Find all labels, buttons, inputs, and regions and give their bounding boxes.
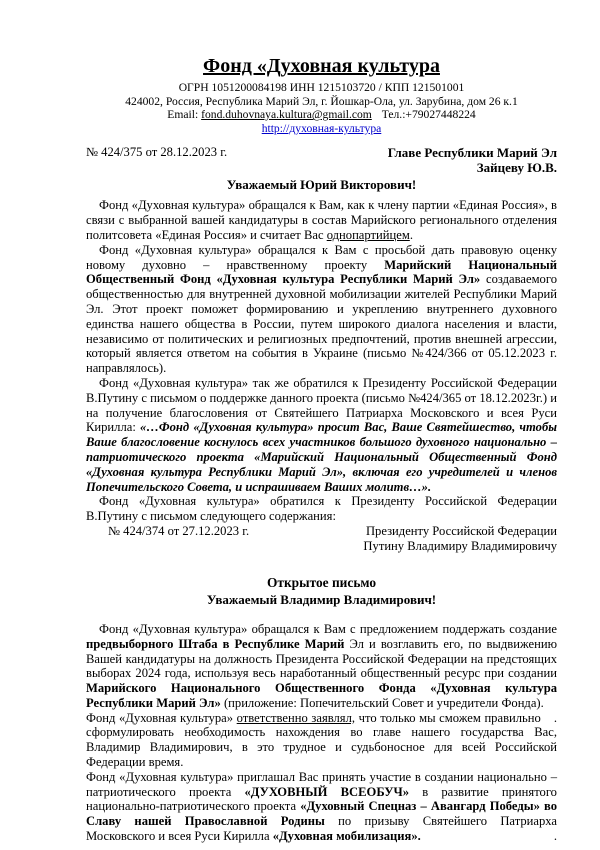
- letter-paragraph: Фонд «Духовная культура» обратился к Президенту Российской Федерации В.Путину с письмом следующего содержания:: [86, 494, 557, 524]
- org-website-line: [86, 122, 557, 136]
- addressee-block-2: [363, 524, 557, 554]
- ref-number-1: № 424/375 от 28.12.2023 г.: [86, 145, 228, 160]
- org-contact-line: [86, 108, 557, 122]
- website-link[interactable]: http://духовная-культура: [261, 121, 382, 135]
- addressee-line: Главе Республики Марий Эл: [387, 145, 557, 161]
- letter-paragraph: Фонд «Духовная культура» обращался к Вам с просьбой дать правовую оценку новому духовно – нравственному проекту Марийский Национальный Общественный Фонд «Духовная культура Республики Марий Эл» создаваемого общественностью для внутренней духовной мобилизации жителей Республики Марий Эл. Этот проект поможет формированию и укреплению внутреннего духовного единства нашего общества в России, путем широкого диалога населения и власти, независимо от политических и религиозных предпочтений, против внешней агрессии, который является ответом на события в Украине (письмо №424/366 от 05.12.2023 г. направлялось).: [86, 242, 557, 376]
- phone-number: Тел.:+79027448224: [381, 108, 476, 122]
- email-link[interactable]: fond.duhovnaya.kultura@gmail.com: [201, 108, 372, 122]
- open-letter-heading: Открытое письмо: [266, 574, 377, 590]
- ref-number-2: № 424/374 от 27.12.2023 г.: [108, 523, 250, 538]
- letter-paragraph: Фонд «Духовная культура» приглашал Вас принять участие в создании национально – патриотического проекта «ДУХОВНЫЙ ВСЕОБУЧ» в развитие принятого национально-патриотического проекта «Духовный Спецназ – Авангард Победы» во Славу нашей Православной Родины по призыву Святейшего Патриарха Московского и всея Руси Кирилла «Духовная мобилизация». .: [86, 769, 558, 844]
- org-title: Фонд «Духовная культура: [203, 55, 440, 77]
- letter-paragraph: Фонд «Духовная культура» ответственно заявлял, что только мы сможем правильно сформулировать необходимость нахождения во главе нашего государства Вас, Владимир Владимирович, в это трудное и судьбоносное для всей Российской Федерации время.: [86, 710, 557, 770]
- addressee-line: Зайцеву Ю.В.: [476, 160, 557, 176]
- reference-row-2: [86, 524, 557, 554]
- addressee-line: Президенту Российской Федерации: [365, 523, 557, 538]
- email-label: Email:: [167, 108, 199, 122]
- org-address-line: 424002, Россия, Республика Марий Эл, г. Йошкар-Ола, ул. Зарубина, дом 26 к.1: [125, 94, 518, 108]
- reference-row-1: [86, 145, 557, 175]
- letter-1-body: [86, 198, 557, 524]
- addressee-line: Путину Владимиру Владимировичу: [363, 538, 557, 553]
- salutation-1: Уважаемый Юрий Викторович!: [226, 177, 417, 193]
- letterhead: [86, 54, 557, 135]
- org-registration-line: ОГРН 1051200084198 ИНН 1215103720 / КПП 121501001: [178, 81, 465, 94]
- letter-paragraph: Фонд «Духовная культура» так же обратился к Президенту Российской Федерации В.Путину с письмом о поддержке данного проекта (письмо №424/365 от 18.12.2023г.) и на получение благословения от Святейшего Патриарха Московского и всея Руси Кирилла: «…Фонд «Духовная культура» просит Вас, Ваше Святейшество, чтобы Ваше благословение коснулось всех участников большого духовного национально – патриотического проекта «Марийский Национальный Общественный Фонд «Духовная культура Республики Марий Эл», включая его учредителей и членов Попечительского Совета, и испрашиваем Ваших молитв…».: [86, 375, 557, 494]
- addressee-block-1: [388, 145, 557, 175]
- salutation-2: Уважаемый Владимир Владимирович!: [206, 591, 437, 607]
- letter-2-body: [86, 622, 557, 844]
- letter-paragraph: Фонд «Духовная культура» обращался к Вам с предложением поддержать создание предвыборного Штаба в Республике Марий Эл и возглавить его, по выдвижению Вашей кандидатуры на должность Президента Российской Федерации на предстоящих выборах 2024 года, используя весь наработанный общественный ресурс при создании Марийского Национального Общественного Фонда «Духовная культура Республики Марий Эл» (приложение: Попечительский Совет и учредители Фонда). .: [86, 621, 557, 725]
- letter-paragraph: Фонд «Духовная культура» обращался к Вам, как к члену партии «Единая Россия», в связи с выбранной вашей кандидатуры в состав Марийского регионального отделения политсовета «Единая Россия» и считает Вас однопартийцем.: [86, 198, 557, 242]
